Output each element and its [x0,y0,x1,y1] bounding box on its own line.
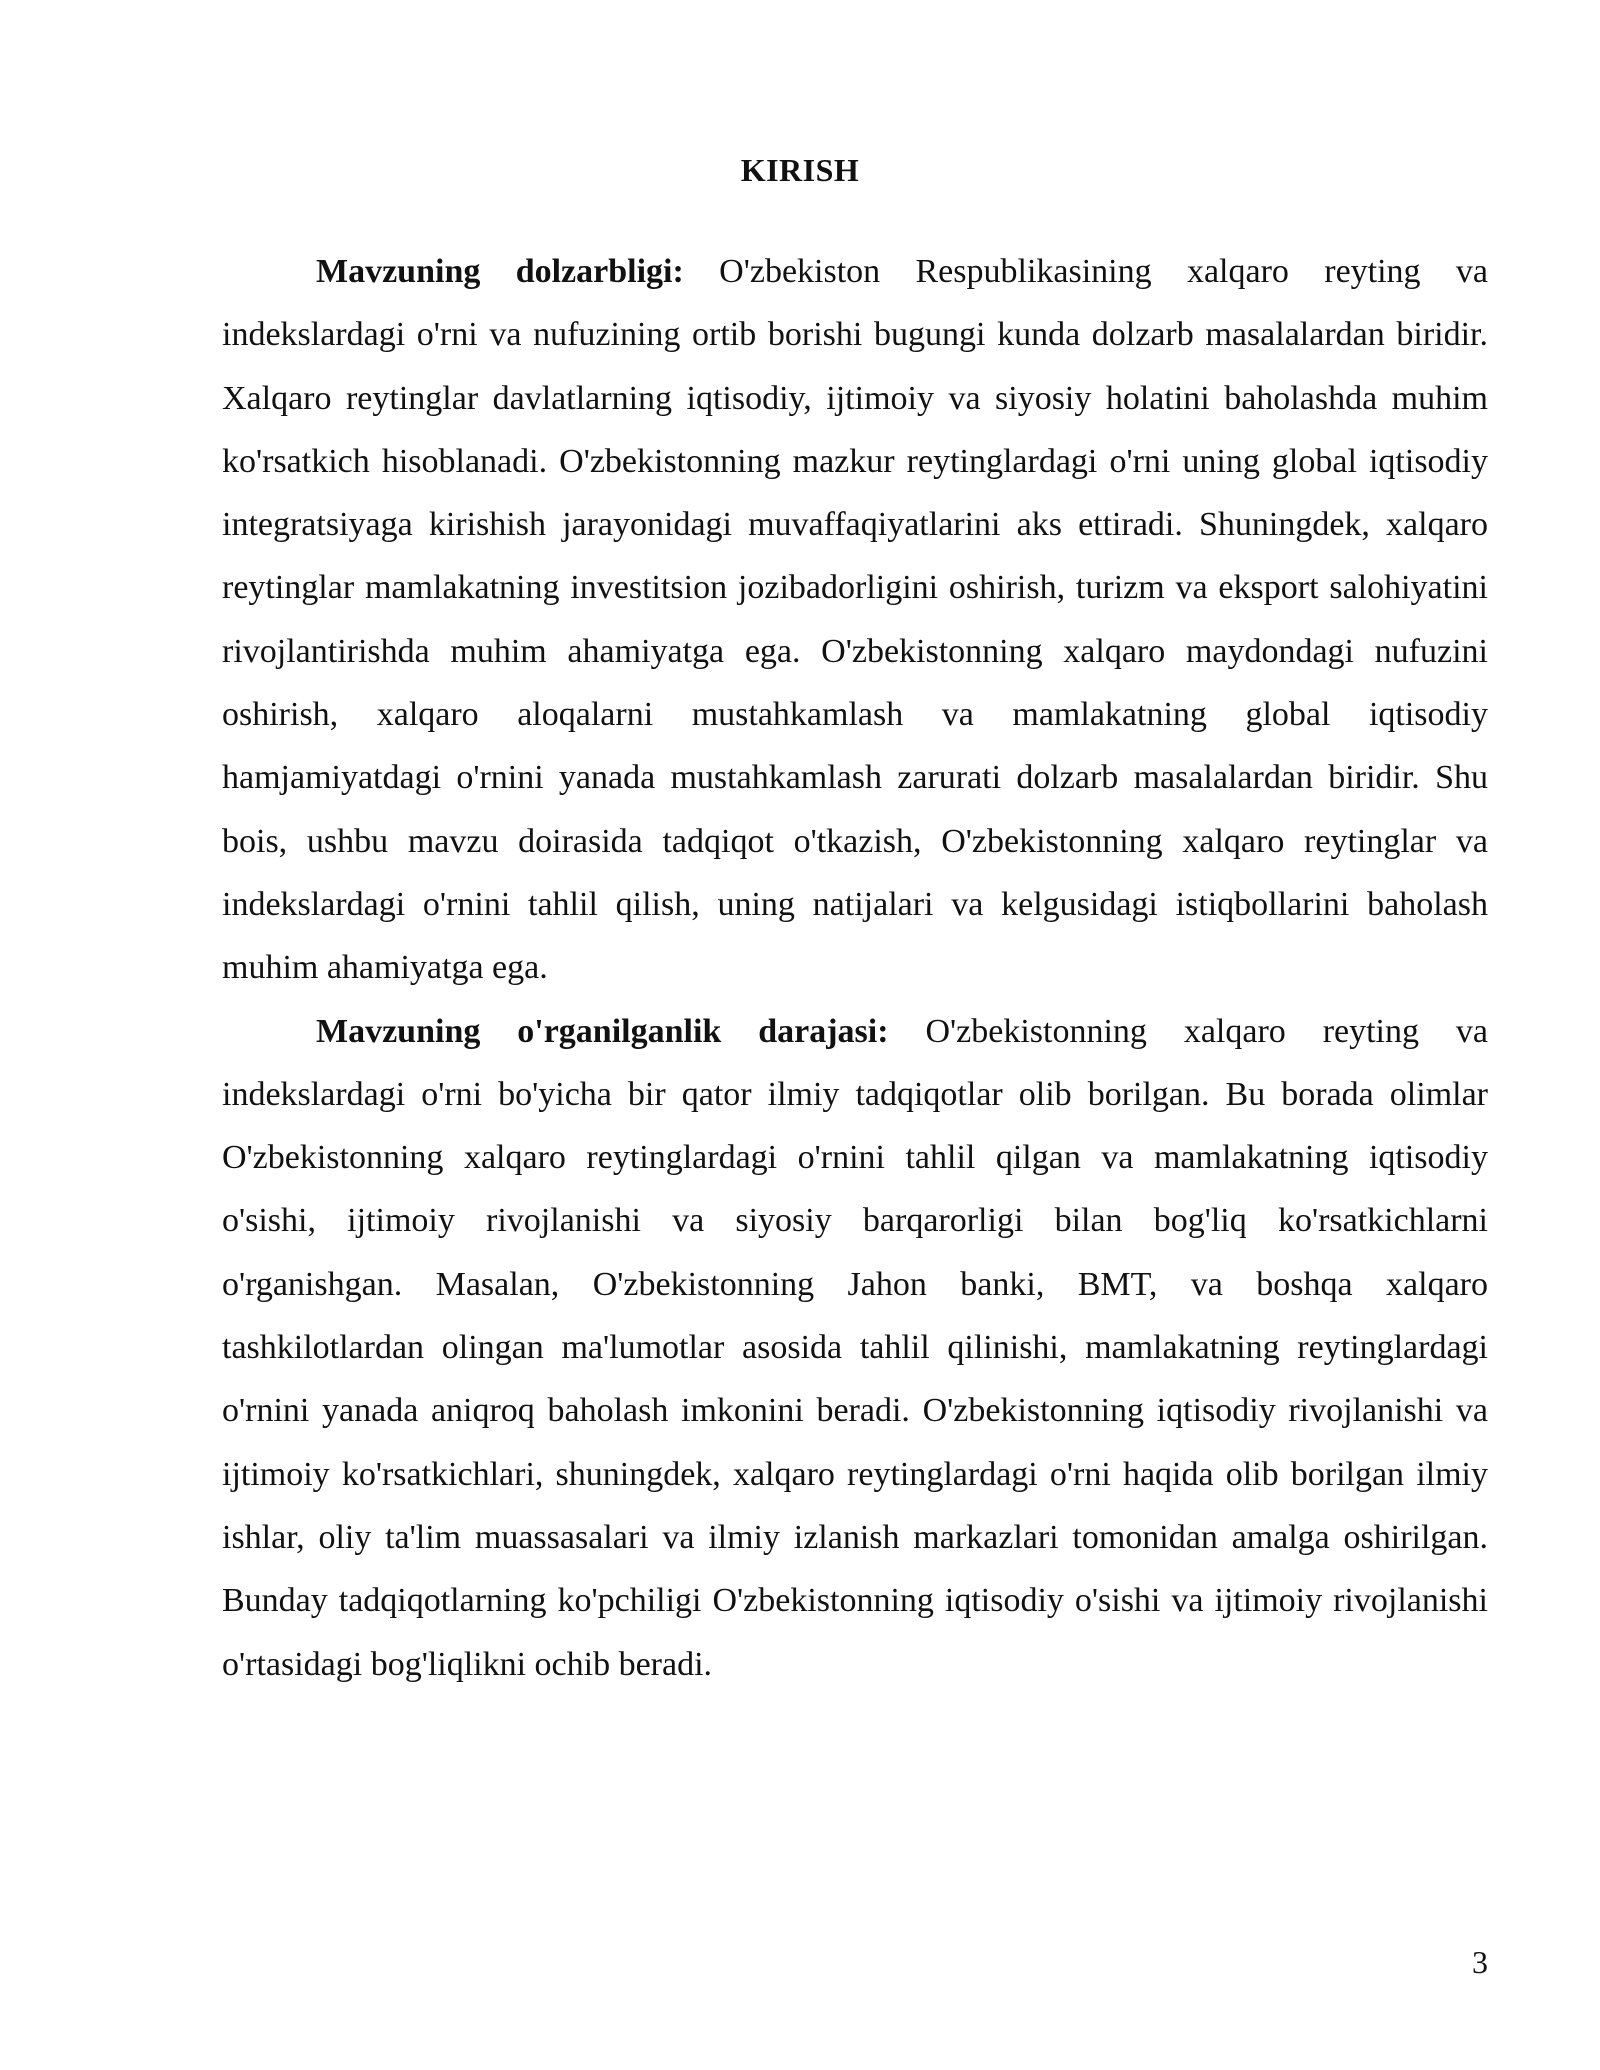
paragraph-study-degree [222,1000,1488,1696]
paragraph-text: O'zbekiston Respublikasining xalqaro reyting va indekslardagi o'rni va nufuzining ortib borishi bugungi kunda dolzarb masalalardan biridir. Xalqaro reytinglar davlatlarning iqtisodiy, ijtimoiy va siyosiy holatini baholashda muhim ko'rsatkich hisoblanadi. O'zbekistonning mazkur reytinglardagi o'rni uning global iqtisodiy integratsiyaga kirishish jarayonidagi muvaffaqiyatlarini aks ettiradi. Shuningdek, xalqaro reytinglar mamlakatning investitsion jozibadorligini oshirish, turizm va eksport salohiyatini rivojlantirishda muhim ahamiyatga ega. O'zbekistonning xalqaro maydondagi nufuzini oshirish, xalqaro aloqalarni mustahkamlash va mamlakatning global iqtisodiy hamjamiyatdagi o'rnini yanada mustahkamlash zarurati dolzarb masalalardan biridir. Shu bois, ushbu mavzu doirasida tadqiqot o'tkazish, O'zbekistonning xalqaro reytinglar va indekslardagi o'rnini tahlil qilish, uning natijalari va kelgusidagi istiqbollarini baholash muhim ahamiyatga ega. [222,253,1488,987]
paragraph-label: Mavzuning dolzarbligi: [316,253,684,290]
page-number: 3 [1472,1944,1488,1980]
page-title: KIRISH [740,152,860,188]
paragraph-text: O'zbekistonning xalqaro reyting va indekslardagi o'rni bo'yicha bir qator ilmiy tadqiqotlar olib borilgan. Bu borada olimlar O'zbekistonning xalqaro reytinglardagi o'rnini tahlil qilgan va mamlakatning iqtisodiy o'sishi, ijtimoiy rivojlanishi va siyosiy barqarorligi bilan bog'liq ko'rsatkichlarni o'rganishgan. Masalan, O'zbekistonning Jahon banki, BMT, va boshqa xalqaro tashkilotlardan olingan ma'lumotlar asosida tahlil qilinishi, mamlakatning reytinglardagi o'rnini yanada aniqroq baholash imkonini beradi. O'zbekistonning iqtisodiy rivojlanishi va ijtimoiy ko'rsatkichlari, shuningdek, xalqaro reytinglardagi o'rni haqida olib borilgan ilmiy ishlar, oliy ta'lim muassasalari va ilmiy izlanish markazlari tomonidan amalga oshirilgan. Bunday tadqiqotlarning ko'pchiligi O'zbekistonning iqtisodiy o'sishi va ijtimoiy rivojlanishi o'rtasidagi bog'liqlikni ochib beradi. [222,1012,1489,1683]
body-text [222,240,1488,1696]
paragraph-relevance [222,240,1488,1000]
paragraph-label: Mavzuning o'rganilganlik darajasi: [316,1012,889,1050]
